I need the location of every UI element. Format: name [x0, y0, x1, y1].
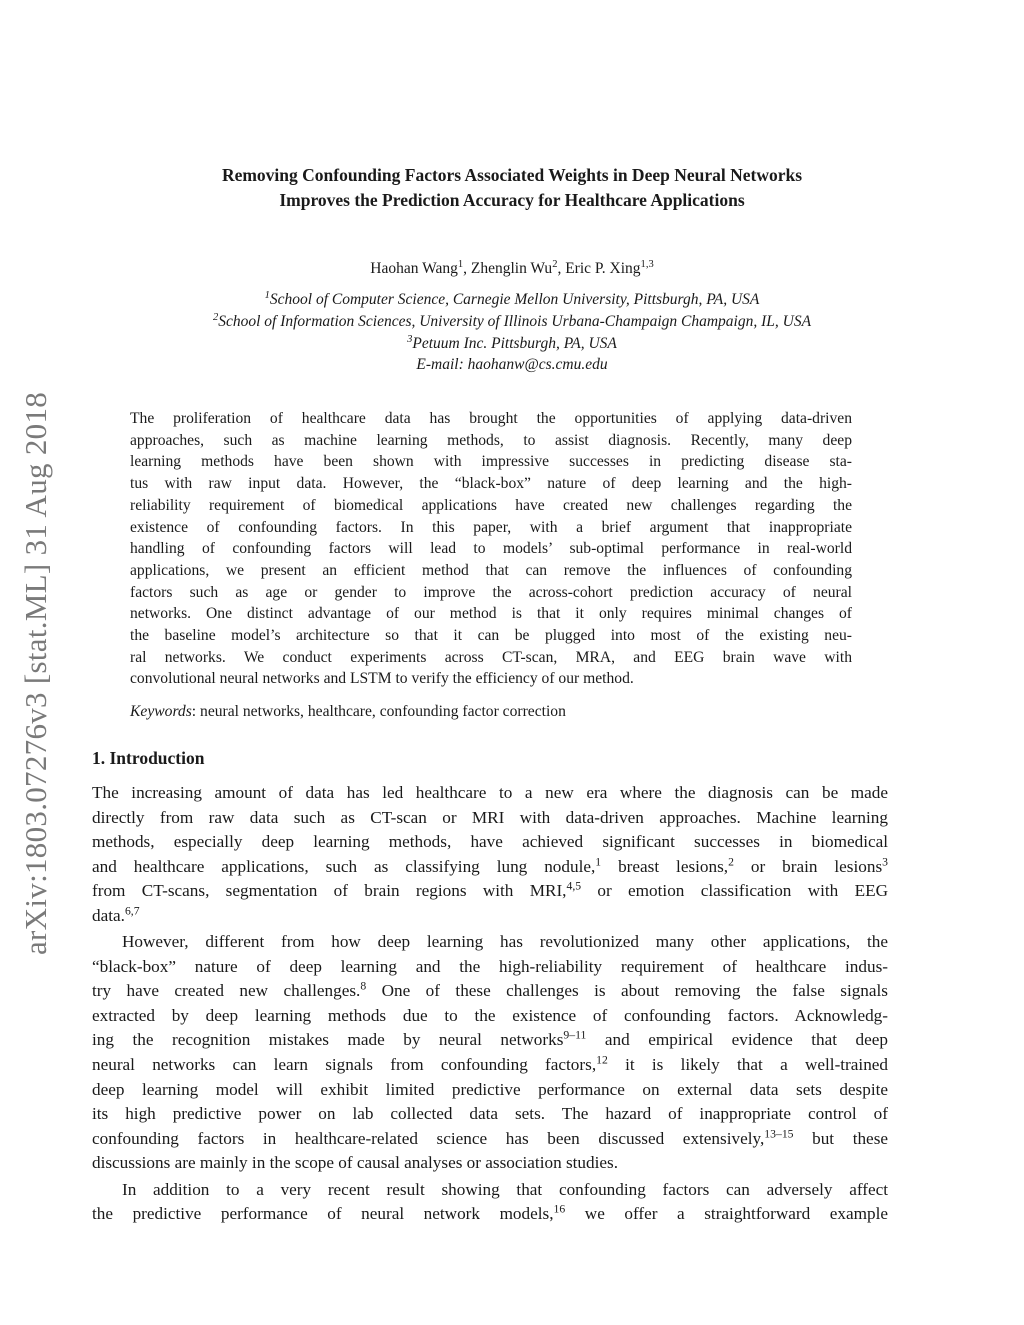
text-run: However, different from how deep learning has revolutionized many other applications, the [122, 932, 888, 952]
body-line [92, 1127, 888, 1152]
text-run: deep learning model will exhibit limited predictive performance on external data sets despite [92, 1079, 888, 1099]
superscript-reference: 6,7 [124, 904, 140, 918]
title-line: Improves the Prediction Accuracy for Healthcare Applications [279, 190, 745, 210]
title-line: Removing Confounding Factors Associated Weights in Deep Neural Networks [221, 165, 803, 185]
superscript-reference: 9–11 [563, 1029, 587, 1043]
text-run: neural networks can learn signals from confounding factors, [92, 1055, 597, 1075]
superscript-reference: 1 [457, 259, 464, 271]
text-run: Haohan Wang [370, 260, 458, 277]
superscript-reference: 1 [595, 855, 602, 869]
body-line [92, 855, 888, 880]
text-run: the predictive performance of neural network models, [92, 1204, 554, 1224]
text-run: “black-box” nature of deep learning and the high-reliability requirement of healthcare indus- [92, 956, 888, 976]
body-line [92, 1053, 888, 1078]
text-run: or emotion classification with EEG [581, 881, 888, 901]
text-run: discussions are mainly in the scope of causal analyses or association studies. [92, 1153, 619, 1173]
text-run: its high predictive power on lab collected data sets. The hazard of inappropriate control of [92, 1104, 888, 1124]
abstract-line: convolutional neural networks and LSTM to verify the efficiency of our method. [130, 670, 634, 688]
body-line [92, 806, 888, 831]
abstract-line: ral networks. We conduct experiments across CT-scan, MRA, and EEG brain wave with [130, 648, 852, 666]
body-line [92, 781, 888, 806]
text-run: and healthcare applications, such as classifying lung nodule, [92, 856, 596, 876]
text-run: School of Computer Science, Carnegie Mellon University, Pittsburgh, PA, USA [269, 291, 760, 308]
text-run: data. [92, 905, 125, 925]
body-line [92, 1004, 888, 1029]
text-run: from CT-scans, segmentation of brain regions with MRI, [92, 881, 567, 901]
text-run: The increasing amount of data has led healthcare to a new era where the diagnosis can be made [92, 783, 888, 802]
body-line [92, 955, 888, 980]
body-line [92, 1102, 888, 1127]
abstract-line: reliability requirement of biomedical applications have created new challenges regarding the [130, 496, 852, 514]
text-run: but these [793, 1128, 889, 1148]
superscript-reference: 12 [596, 1053, 608, 1067]
authors-line [0, 260, 1024, 278]
section-heading: 1. Introduction [92, 748, 205, 768]
superscript-reference: 16 [553, 1202, 566, 1216]
author-list [0, 260, 1024, 278]
abstract-line: applications, we present an efficient method that can remove the influences of confounding [130, 561, 852, 579]
text-run: , Eric P. Xing [557, 260, 641, 277]
abstract-line: the baseline model’s architecture so that it can be plugged into most of the existing neu- [130, 627, 852, 645]
abstract-line: networks. One distinct advantage of our method is that it only requires minimal changes of [130, 605, 852, 623]
body-line [92, 979, 888, 1004]
text-run: it is likely that a well-trained [607, 1055, 889, 1075]
superscript-reference: 2 [552, 259, 558, 271]
abstract-line: factors such as age or gender to improve the across-cohort prediction accuracy of neural [130, 583, 852, 601]
superscript-reference: 4,5 [566, 879, 582, 893]
body-line [92, 1078, 888, 1103]
body-line [92, 904, 888, 929]
abstract-line: existence of confounding factors. In this paper, with a brief argument that inappropriate [130, 518, 852, 536]
body-line [92, 930, 888, 955]
superscript-reference: 1,3 [640, 259, 654, 271]
body-line [92, 830, 888, 855]
superscript-reference: 2 [728, 855, 734, 869]
abstract-line: handling of confounding factors will lead to models’ sub-optimal performance in real-world [130, 540, 852, 558]
abstract-line: learning methods have been shown with impressive successes in predicting disease sta- [130, 453, 852, 471]
text-run: methods, especially deep learning methods, have achieved significant successes in biomedical [92, 832, 888, 852]
affiliation-line [0, 289, 1024, 311]
superscript-reference: 8 [360, 979, 367, 993]
text-run: extracted by deep learning methods due to the existence of confounding factors. Acknowledg- [92, 1005, 888, 1025]
keywords-text: : neural networks, healthcare, confounding factor correction [191, 703, 566, 720]
affiliation-line [0, 333, 1024, 355]
abstract-line: approaches, such as machine learning methods, to assist diagnosis. Recently, many deep [130, 431, 852, 449]
text-run: try have created new challenges. [92, 981, 361, 1001]
body-line [92, 1178, 888, 1203]
text-run: or brain lesions [733, 856, 883, 876]
paper-title [0, 163, 1024, 213]
text-run: One of these challenges is about removing the false signals [366, 981, 888, 1001]
keywords [130, 703, 566, 721]
body-line [92, 879, 888, 904]
abstract-line: The proliferation of healthcare data has brought the opportunities of applying data-driven [130, 410, 852, 427]
keywords-label: Keywords [130, 703, 192, 720]
text-run: ing the recognition mistakes made by neural networks [92, 1030, 564, 1050]
affiliation-line [0, 354, 1024, 376]
text-run: Petuum Inc. Pittsburgh, PA, USA [412, 334, 617, 352]
text-run: , Zhenglin Wu [463, 260, 553, 277]
affiliation-line [0, 311, 1024, 333]
superscript-reference: 2 [212, 312, 219, 323]
superscript-reference: 3 [407, 333, 413, 345]
text-run: directly from raw data such as CT-scan or MRI with data-driven approaches. Machine learning [92, 807, 888, 827]
superscript-reference: 1 [264, 290, 270, 302]
superscript-reference: 13–15 [764, 1127, 794, 1141]
superscript-reference: 3 [882, 855, 888, 869]
text-run: In addition to a very recent result showing that confounding factors can adversely affect [122, 1179, 888, 1199]
abstract [130, 408, 852, 690]
text-run: E-mail: haohanw@cs.cmu.edu [416, 356, 608, 374]
abstract-line: tus with raw input data. However, the “black-box” nature of deep learning and the high- [130, 475, 852, 493]
body-line [92, 1151, 888, 1176]
text-run: breast lesions, [601, 856, 729, 876]
text-run: confounding factors in healthcare-related science has been discussed extensively, [92, 1128, 765, 1148]
text-run: and empirical evidence that deep [586, 1030, 888, 1050]
body-line [92, 1202, 888, 1227]
affiliations [0, 289, 1024, 376]
arxiv-identifier: arXiv:1803.07276v3 [stat.ML] 31 Aug 2018 [18, 391, 53, 955]
body-text [92, 781, 888, 1227]
text-run: School of Information Sciences, University of Illinois Urbana-Champaign Champaign, IL, USA [218, 312, 812, 330]
body-line [92, 1028, 888, 1053]
text-run: we offer a straightforward example [565, 1204, 888, 1224]
